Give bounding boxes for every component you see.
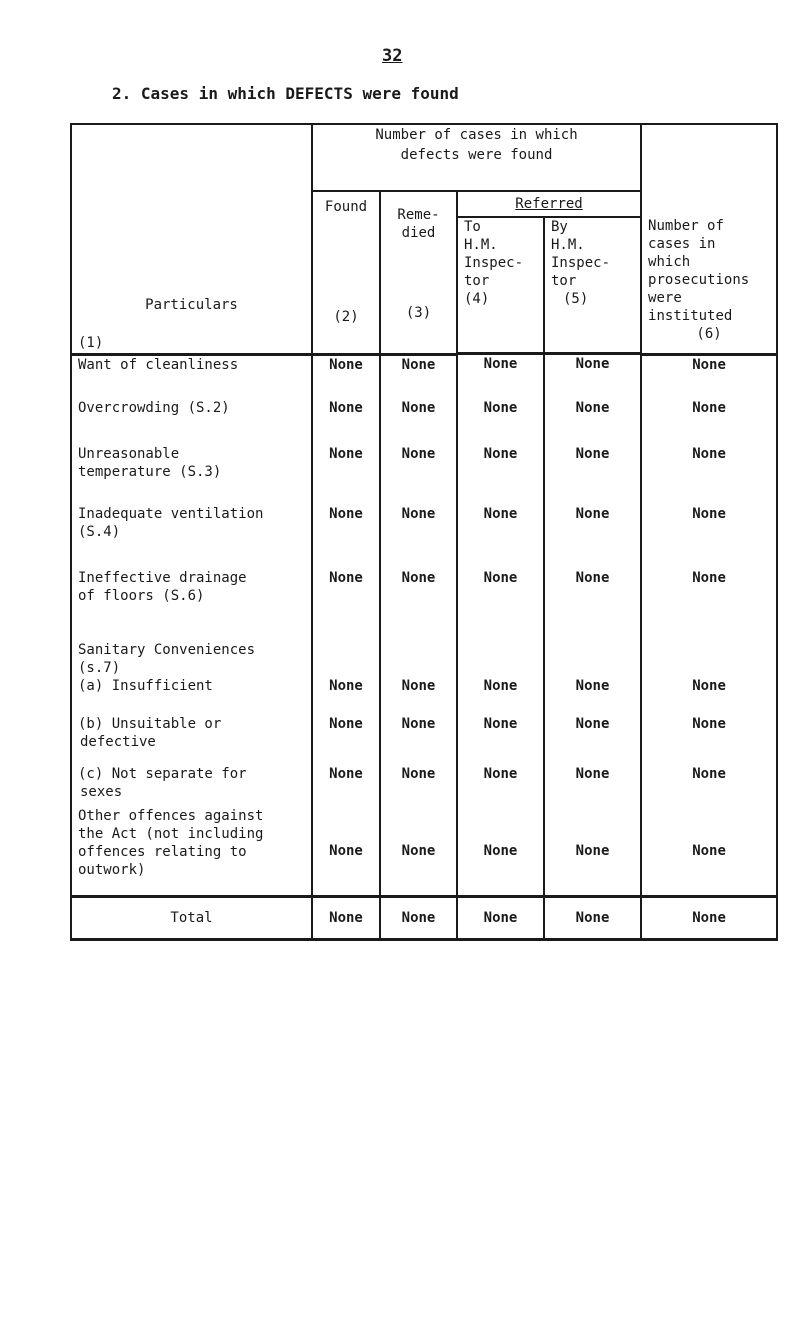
total-remedied-cell: None xyxy=(380,897,457,940)
to-inspector-cell: None xyxy=(457,715,544,765)
group-header-line-2: defects were found xyxy=(400,147,553,163)
found-header xyxy=(312,191,380,353)
row-label-line: sexes xyxy=(80,783,123,800)
to-inspector-cell: None xyxy=(457,445,544,505)
row-label xyxy=(71,399,312,445)
found-cell: None xyxy=(312,569,380,629)
prosecutions-header-line: instituted xyxy=(648,308,733,324)
remedied-cell: None xyxy=(380,355,457,399)
found-number: (2) xyxy=(333,309,359,325)
row-label-line: Unreasonable xyxy=(78,445,180,462)
table-row xyxy=(71,355,777,399)
remedied-cell: None xyxy=(380,807,457,897)
particulars-header xyxy=(71,124,312,353)
row-label xyxy=(71,505,312,569)
cases-found-group-header xyxy=(312,124,641,191)
row-label-line: Sanitary Conveniences xyxy=(78,641,256,658)
to-inspector-label-line: To xyxy=(464,219,481,235)
prosecutions-header-line: which xyxy=(648,254,691,270)
found-cell: None xyxy=(312,715,380,765)
total-by-inspector-cell: None xyxy=(544,897,641,940)
by-inspector-cell: None xyxy=(544,355,641,399)
row-label-line: offences relating to xyxy=(78,843,247,860)
remedied-label-line: died xyxy=(401,225,436,241)
prosecutions-cell: None xyxy=(641,355,777,399)
by-inspector-label-line: By xyxy=(551,219,568,235)
row-label-line: temperature (S.3) xyxy=(78,463,222,480)
table-row xyxy=(71,445,777,505)
to-inspector-cell: None xyxy=(457,355,544,399)
row-label xyxy=(71,445,312,505)
by-inspector-cell: None xyxy=(544,569,641,629)
page-number: 32 xyxy=(382,46,403,66)
table-row xyxy=(71,399,777,445)
row-label-line: (c) Not separate for xyxy=(78,765,247,782)
to-inspector-label-line: H.M. xyxy=(464,237,498,253)
by-inspector-cell: None xyxy=(544,445,641,505)
remedied-cell: None xyxy=(380,677,457,715)
remedied-label-line: Reme- xyxy=(397,207,440,223)
section-heading: 2. Cases in which DEFECTS were found xyxy=(112,84,459,103)
remedied-number: (3) xyxy=(405,305,432,321)
remedied-cell: None xyxy=(380,505,457,569)
to-inspector-cell: None xyxy=(457,765,544,807)
by-inspector-number: (5) xyxy=(563,291,589,307)
row-label-line: (b) Unsuitable or xyxy=(78,715,222,732)
prosecutions-cell: None xyxy=(641,765,777,807)
found-cell xyxy=(312,629,380,677)
found-cell: None xyxy=(312,677,380,715)
prosecutions-cell xyxy=(641,629,777,677)
by-inspector-cell: None xyxy=(544,765,641,807)
remedied-cell: None xyxy=(380,399,457,445)
table-row xyxy=(71,765,777,807)
total-row xyxy=(71,897,777,940)
prosecutions-header xyxy=(641,124,777,353)
total-to-inspector-cell: None xyxy=(457,897,544,940)
defects-table xyxy=(70,123,778,941)
by-inspector-cell: None xyxy=(544,807,641,897)
row-label-line: Inadequate ventilation xyxy=(78,505,264,522)
row-label-line: Overcrowding (S.2) xyxy=(78,399,230,416)
row-label-line: the Act (not including xyxy=(78,825,264,842)
row-label xyxy=(71,807,312,897)
row-label-line: outwork) xyxy=(78,861,146,878)
remedied-cell: None xyxy=(380,765,457,807)
to-inspector-cell: None xyxy=(457,807,544,897)
row-label-line: (S.4) xyxy=(78,523,121,540)
table-row xyxy=(71,715,777,765)
row-label-line: of floors (S.6) xyxy=(78,587,205,604)
to-inspector-header xyxy=(457,217,544,353)
prosecutions-header-line: cases in xyxy=(648,236,716,252)
prosecutions-cell: None xyxy=(641,505,777,569)
row-label xyxy=(71,629,312,677)
table-row xyxy=(71,807,777,897)
particulars-label: Particulars xyxy=(145,297,238,313)
prosecutions-number: (6) xyxy=(696,326,722,342)
found-cell: None xyxy=(312,765,380,807)
prosecutions-header-line: prosecutions xyxy=(648,272,750,288)
by-inspector-label-line: tor xyxy=(551,273,577,289)
table-row xyxy=(71,629,777,677)
prosecutions-header-line: were xyxy=(648,290,682,306)
by-inspector-label-line: H.M. xyxy=(551,237,585,253)
remedied-cell: None xyxy=(380,445,457,505)
row-label xyxy=(71,715,312,765)
found-cell: None xyxy=(312,445,380,505)
remedied-cell xyxy=(380,629,457,677)
to-inspector-label-line: Inspec- xyxy=(464,255,524,271)
found-label: Found xyxy=(324,199,368,215)
to-inspector-cell: None xyxy=(457,569,544,629)
found-cell: None xyxy=(312,355,380,399)
to-inspector-cell: None xyxy=(457,677,544,715)
referred-header: Referred xyxy=(457,191,641,217)
to-inspector-label-line: tor xyxy=(464,273,490,289)
by-inspector-header xyxy=(544,217,641,353)
group-header-line-1: Number of cases in which xyxy=(375,127,578,143)
by-inspector-cell: None xyxy=(544,715,641,765)
row-label-line: defective xyxy=(80,733,156,750)
particulars-number: (1) xyxy=(78,335,104,351)
prosecutions-header-line: Number of xyxy=(648,218,724,234)
found-cell: None xyxy=(312,505,380,569)
by-inspector-cell: None xyxy=(544,677,641,715)
to-inspector-cell: None xyxy=(457,505,544,569)
table-row xyxy=(71,677,777,715)
remedied-cell: None xyxy=(380,715,457,765)
remedied-header xyxy=(380,191,457,353)
row-label xyxy=(71,569,312,629)
by-inspector-cell: None xyxy=(544,505,641,569)
by-inspector-cell: None xyxy=(544,399,641,445)
by-inspector-cell xyxy=(544,629,641,677)
remedied-cell: None xyxy=(380,569,457,629)
row-label xyxy=(71,677,312,715)
row-label-line: Want of cleanliness xyxy=(78,357,239,373)
total-found-cell: None xyxy=(312,897,380,940)
found-cell: None xyxy=(312,399,380,445)
to-inspector-cell xyxy=(457,629,544,677)
by-inspector-label-line: Inspec- xyxy=(551,255,611,271)
table-row xyxy=(71,569,777,629)
row-label-line: Ineffective drainage xyxy=(78,569,247,586)
prosecutions-cell: None xyxy=(641,399,777,445)
found-cell: None xyxy=(312,807,380,897)
row-label xyxy=(71,355,312,399)
to-inspector-cell: None xyxy=(457,399,544,445)
table-row xyxy=(71,505,777,569)
prosecutions-cell: None xyxy=(641,677,777,715)
prosecutions-cell: None xyxy=(641,807,777,897)
prosecutions-cell: None xyxy=(641,715,777,765)
row-label-line: (a) Insufficient xyxy=(78,677,213,694)
total-label: Total xyxy=(71,897,312,940)
row-label-line: (s.7) xyxy=(78,659,121,676)
to-inspector-number: (4) xyxy=(464,291,490,307)
prosecutions-cell: None xyxy=(641,569,777,629)
prosecutions-cell: None xyxy=(641,445,777,505)
total-prosecutions-cell: None xyxy=(641,897,777,940)
row-label-line: Other offences against xyxy=(78,807,264,824)
row-label xyxy=(71,765,312,807)
